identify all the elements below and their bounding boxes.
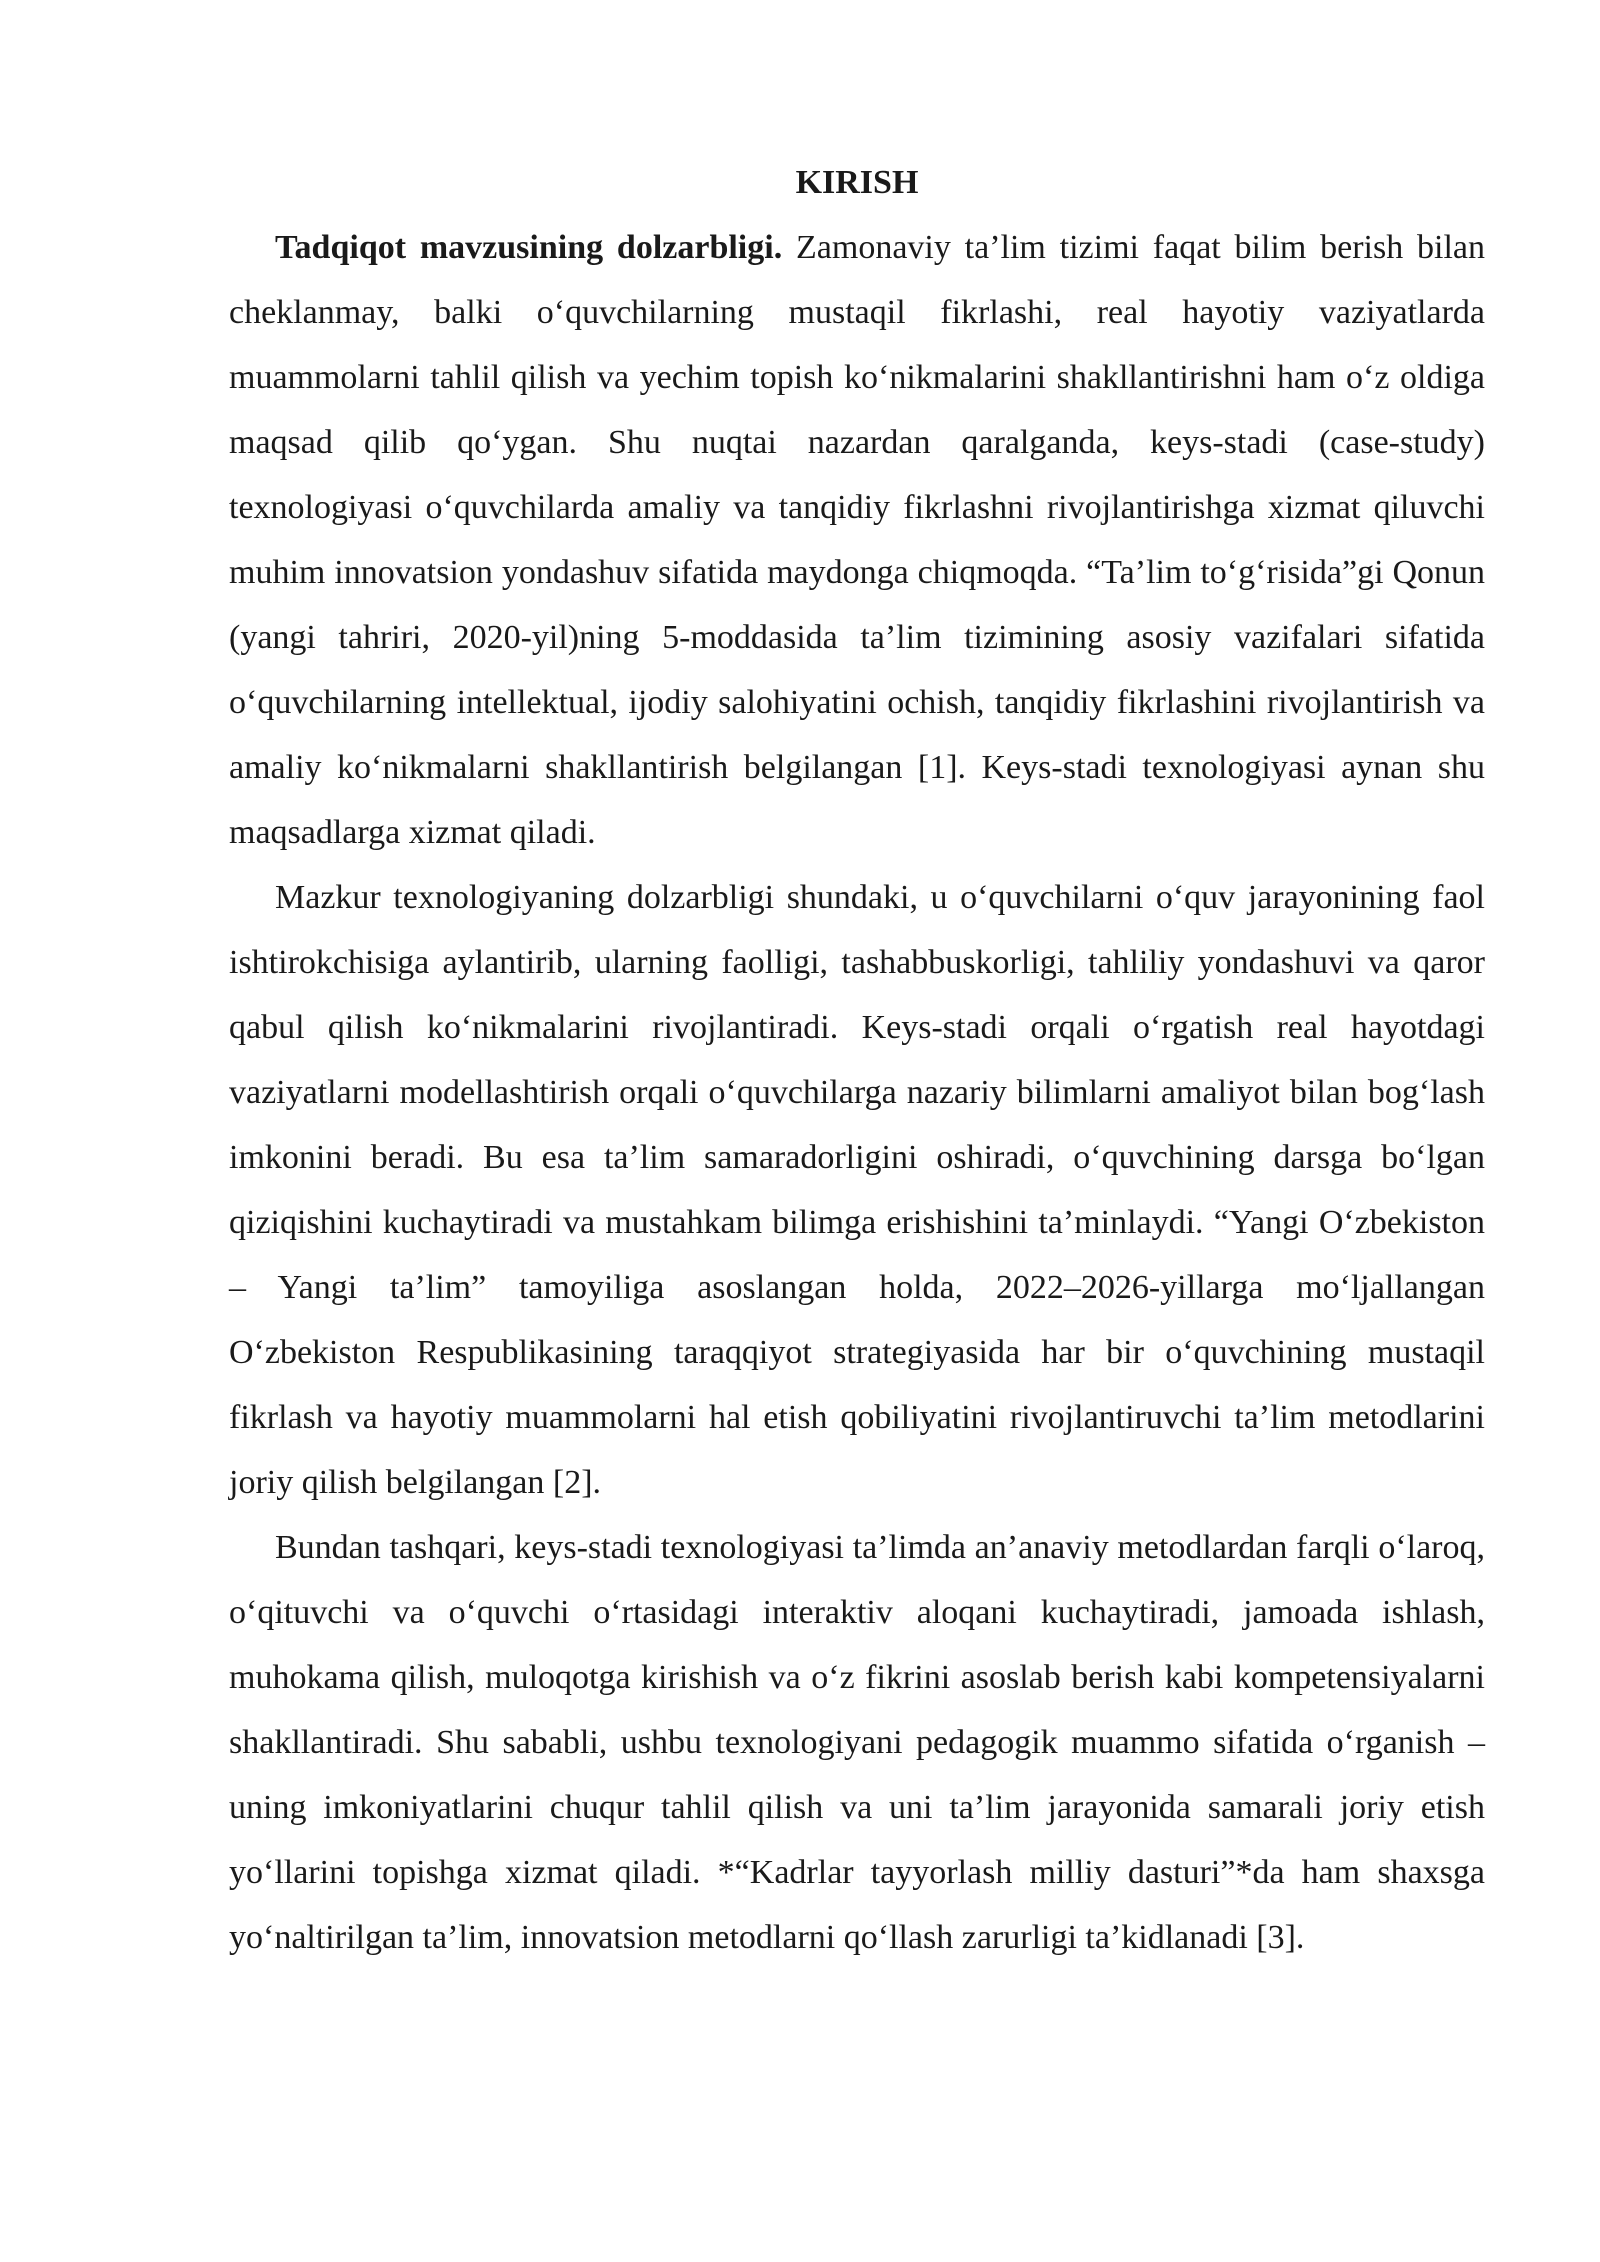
paragraph-lead-heading: Tadqiqot mavzusining dolzarbligi. xyxy=(275,229,783,266)
paragraph-interaction xyxy=(229,1515,1485,1970)
paragraph-text: Mazkur texnologiyaning dolzarbligi shundaki, u o‘quvchilarni o‘quv jarayonining faol ishtirokchisiga aylantirib, ularning faolligi, tashabbuskorligi, tahliliy yondashuvi va qaror qabul qilish ko‘nikmalarini rivojlantiradi. Keys-stadi orqali o‘rgatish real hayotdagi vaziyatlarni modellashtirish orqali o‘quvchilarga nazariy bilimlarni amaliyot bilan bog‘lash imkonini beradi. Bu esa ta’lim samaradorligini oshiradi, o‘quvchining darsga bo‘lgan qiziqishini kuchaytiradi va mustahkam bilimga erishishini ta’minlaydi. “Yangi O‘zbekiston – Yangi ta’lim” tamoyiliga asoslangan holda, 2022–2026-yillarga mo‘ljallangan O‘zbekiston Respublikasining taraqqiyot strategiyasida har bir o‘quvchining mustaqil fikrlash va hayotiy muammolarni hal etish qobiliyatini rivojlantiruvchi ta’lim metodlarini joriy qilish belgilangan [2]. xyxy=(229,879,1485,1501)
paragraph-text: Bundan tashqari, keys-stadi texnologiyasi ta’limda an’anaviy metodlardan farqli o‘laroq, o‘qituvchi va o‘quvchi o‘rtasidagi interaktiv aloqani kuchaytiradi, jamoada ishlash, muhokama qilish, muloqotga kirishish va o‘z fikrini asoslab berish kabi kompetensiyalarni shakllantiradi. Shu sababli, ushbu texnologiyani pedagogik muammo sifatida o‘rganish – uning imkoniyatlarini chuqur tahlil qilish va uni ta’lim jarayonida samarali joriy etish yo‘llarini topishga xizmat qiladi. *“Kadrlar tayyorlash milliy dasturi”*da ham shaxsga yo‘naltirilgan ta’lim, innovatsion metodlarni qo‘llash zarurligi ta’kidlanadi [3]. xyxy=(229,1529,1485,1956)
paragraph-technology xyxy=(229,865,1485,1515)
document-page xyxy=(229,150,1485,1970)
paragraph-relevance xyxy=(229,215,1485,865)
paragraph-text: Zamonaviy ta’lim tizimi faqat bilim berish bilan cheklanmay, balki o‘quvchilarning mustaqil fikrlashi, real hayotiy vaziyatlarda muammolarni tahlil qilish va yechim topish ko‘nikmalarini shakllantirishni ham o‘z oldiga maqsad qilib qo‘ygan. Shu nuqtai nazardan qaralganda, keys-stadi (case-study) texnologiyasi o‘quvchilarda amaliy va tanqidiy fikrlashni rivojlantirishga xizmat qiluvchi muhim innovatsion yondashuv sifatida maydonga chiqmoqda. “Ta’lim to‘g‘risida”gi Qonun (yangi tahriri, 2020-yil)ning 5-moddasida ta’lim tizimining asosiy vazifalari sifatida o‘quvchilarning intellektual, ijodiy salohiyatini ochish, tanqidiy fikrlashini rivojlantirish va amaliy ko‘nikmalarni shakllantirish belgilangan [1]. Keys-stadi texnologiyasi aynan shu maqsadlarga xizmat qiladi. xyxy=(229,229,1485,851)
section-title: KIRISH xyxy=(795,164,919,201)
